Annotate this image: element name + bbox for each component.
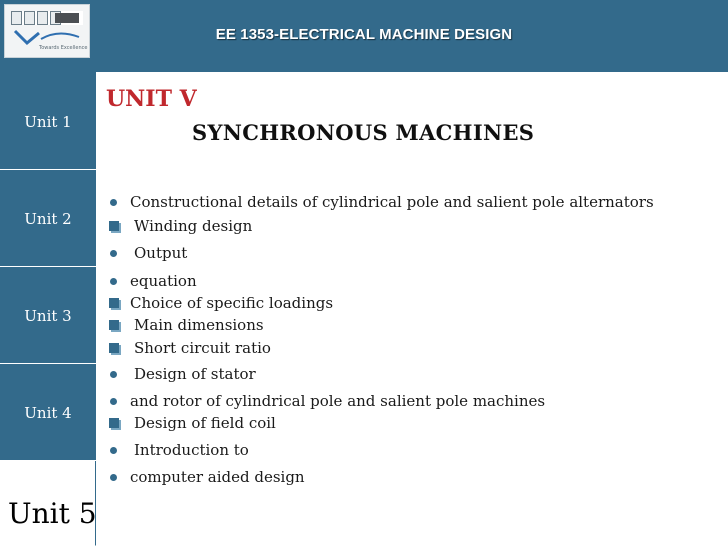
list-item [106,392,545,410]
list-item [106,414,276,432]
square-icon [106,417,124,431]
list-item-text: Winding design [134,217,253,235]
sidebar-item-label: Unit 5 [8,497,97,530]
list-item-text: Design of stator [134,365,256,383]
list-item [106,316,264,334]
square-icon [106,220,124,234]
dot-icon [106,444,124,458]
dot-icon [106,395,124,409]
logo-dark-block [55,13,79,23]
list-item [106,193,654,211]
square-icon [106,342,124,356]
square-icon [106,319,124,333]
header-bar [0,0,728,72]
list-item [106,339,271,357]
list-item [106,365,256,383]
list-item-text: computer aided design [130,468,305,486]
logo-cell [37,11,48,25]
list-item-text: Constructional details of cylindrical pole and salient pole alternators [130,193,654,211]
list-item [106,441,249,459]
dot-icon [106,471,124,485]
list-item-text: Output [134,244,188,262]
slide-content [96,72,728,546]
sidebar-item-label: Unit 1 [24,113,72,131]
logo-cell [11,11,22,25]
list-item-text: Design of field coil [134,414,276,432]
sidebar [0,72,96,546]
sidebar-item-unit-1[interactable] [0,72,96,170]
list-item [106,468,305,486]
logo-swoosh-icon [13,27,83,47]
list-item [106,244,187,262]
sidebar-item-unit-3[interactable] [0,267,96,364]
unit-heading: UNIT V [106,86,197,112]
list-item-text: equation [130,272,197,290]
dot-icon [106,247,124,261]
list-item-text: Introduction to [134,441,249,459]
dot-icon [106,196,124,210]
list-item-text: Short circuit ratio [134,339,271,357]
dot-icon [106,275,124,289]
logo-letter-cells [11,11,61,25]
sidebar-item-unit-5[interactable] [0,461,96,546]
sidebar-item-label: Unit 4 [24,404,72,422]
list-item-text: Choice of specific loadings [130,294,334,312]
unit-subtitle: SYNCHRONOUS MACHINES [192,120,535,145]
page-title: EE 1353-ELECTRICAL MACHINE DESIGN [215,26,513,43]
dot-icon [106,368,124,382]
list-item [106,294,333,312]
institution-logo-icon [4,4,90,58]
sidebar-item-label: Unit 3 [24,307,72,325]
sidebar-item-unit-4[interactable] [0,364,96,461]
sidebar-item-label: Unit 2 [24,210,72,228]
logo-cell [24,11,35,25]
square-icon [106,297,124,311]
list-item-text: and rotor of cylindrical pole and salient pole machines [130,392,546,410]
list-item [106,272,197,290]
list-item-text: Main dimensions [134,316,264,334]
sidebar-item-unit-2[interactable] [0,170,96,267]
list-item [106,217,252,235]
logo-tagline: Towards Excellence [39,45,88,51]
